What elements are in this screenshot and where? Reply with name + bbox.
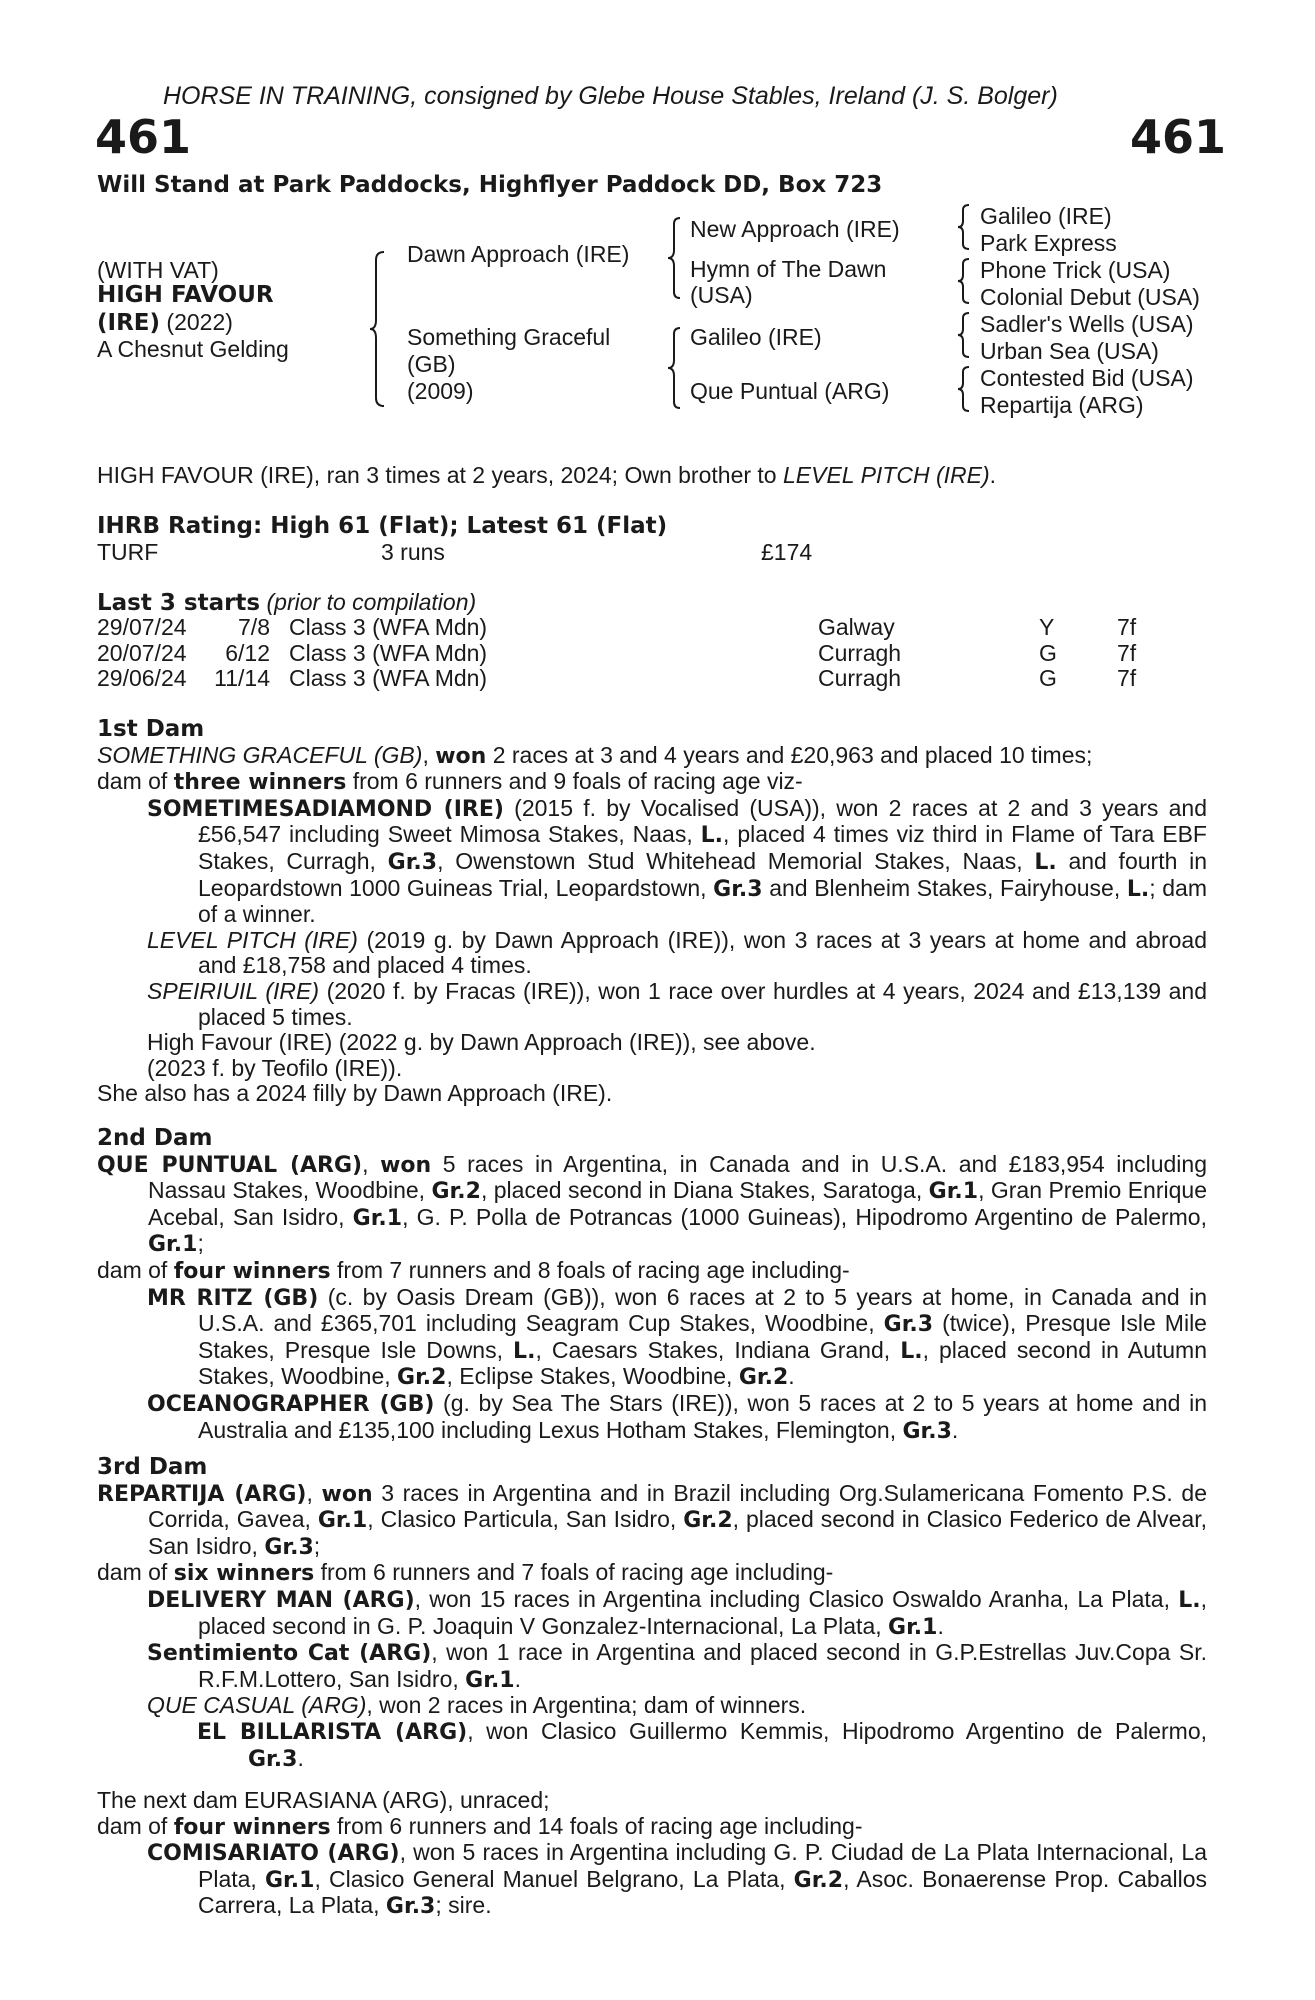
first-dam-record: SOMETHING GRACEFUL (GB), won 2 races at 3 and 4 years and £20,963 and placed 10 times; bbox=[97, 741, 1093, 769]
start-going: Y bbox=[1039, 614, 1055, 640]
horse-year: (2022) bbox=[160, 309, 233, 335]
horse-description: A Chesnut Gelding bbox=[97, 336, 289, 362]
pedigree-dam-dam: Que Puntual (ARG) bbox=[690, 378, 890, 404]
start-position: 11/14 bbox=[214, 665, 270, 691]
lot-number-right: 461 bbox=[1130, 110, 1227, 164]
start-course: Curragh bbox=[818, 640, 902, 666]
second-dam-section bbox=[97, 1125, 1207, 1444]
pedigree-dam-name: Something Graceful bbox=[407, 324, 611, 350]
second-dam-heading: 2nd Dam bbox=[97, 1125, 213, 1151]
pedigree-sire: Dawn Approach (IRE) bbox=[407, 241, 630, 267]
pedigree-dam-sire: Galileo (IRE) bbox=[690, 324, 822, 350]
rating-heading: IHRB Rating: High 61 (Flat); Latest 61 (Flat) bbox=[97, 513, 668, 539]
summary-end: . bbox=[989, 462, 997, 488]
summary-text: HIGH FAVOUR (IRE), ran 3 times at 2 years, 2024; Own brother to bbox=[97, 462, 783, 488]
pedigree-sds: Phone Trick (USA) bbox=[980, 257, 1171, 283]
rating-runs: 3 runs bbox=[381, 539, 445, 565]
second-dam-record: QUE PUNTUAL (ARG), won 5 races in Argentina, in Canada and in U.S.A. and £183,954 including Nassau Stakes, Woodbine, Gr.2, placed second in Diana Stakes, Saratoga, Gr.1, Gran Premio Enrique Acebal, San Isidro, Gr.1, G. P. Polla de Potrancas (1000 Guineas), Hipodromo Argentino de Palermo, Gr.1; bbox=[97, 1150, 1208, 1258]
third-dam-produce-summary: dam of six winners from 6 runners and 7 foals of racing age including- bbox=[97, 1559, 834, 1587]
list-item: Sentimiento Cat (ARG), won 1 race in Argentina and placed second in G.P.Estrellas Juv.Copa Sr. R.F.M.Lottero, San Isidro, Gr.1. bbox=[147, 1639, 1207, 1693]
second-dam-produce-summary: dam of four winners from 7 runners and 8 foals of racing age including- bbox=[97, 1256, 850, 1284]
first-dam-note: She also has a 2024 filly by Dawn Approach (IRE). bbox=[97, 1080, 613, 1107]
pedigree-sire-dam: Hymn of The Dawn bbox=[690, 256, 887, 282]
next-dam-section bbox=[97, 1788, 1207, 1920]
third-dam-record: REPARTIJA (ARG), won 3 races in Argentina and in Brazil including Org.Sulamericana Fomento P.S. de Corrida, Gavea, Gr.1, Clasico Particula, San Isidro, Gr.2, placed second in Clasico Federico de Alvear, San Isidro, Gr.3; bbox=[97, 1479, 1207, 1560]
start-date: 29/06/24 bbox=[97, 665, 187, 691]
pedigree-dsd: Urban Sea (USA) bbox=[980, 338, 1159, 364]
start-going: G bbox=[1039, 665, 1057, 691]
pedigree-bracket-dam bbox=[666, 326, 684, 410]
pedigree-bracket-sds bbox=[956, 257, 972, 305]
horse-country: (IRE) bbox=[97, 310, 161, 336]
list-item: COMISARIATO (ARG), won 5 races in Argentina including G. P. Ciudad de La Plata Internacional, La Plata, Gr.1, Clasico General Manuel Belgrano, La Plata, Gr.2, Asoc. Bonaerense Prop. Caballos Carrera, La Plata, Gr.3; sire. bbox=[147, 1839, 1208, 1920]
start-race: Class 3 (WFA Mdn) bbox=[289, 665, 488, 691]
first-dam-section bbox=[97, 716, 1207, 1107]
pedigree-dds: Contested Bid (USA) bbox=[980, 365, 1194, 391]
start-distance: 7f bbox=[1117, 665, 1137, 691]
start-date: 29/07/24 bbox=[97, 614, 187, 640]
third-dam-section bbox=[97, 1454, 1207, 1772]
last-starts-title: Last 3 starts bbox=[97, 590, 261, 616]
start-date: 20/07/24 bbox=[97, 640, 187, 666]
pedigree-ssd: Park Express bbox=[980, 230, 1117, 256]
list-item: LEVEL PITCH (IRE) (2019 g. by Dawn Approach (IRE)), won 3 races at 3 years at home and abroad and £18,758 and placed 4 times. bbox=[147, 926, 1207, 979]
pedigree-dam-country: (GB) bbox=[407, 351, 456, 377]
horse-name: HIGH FAVOUR bbox=[97, 282, 274, 308]
start-course: Galway bbox=[818, 614, 895, 640]
pedigree-bracket-sire bbox=[666, 216, 684, 300]
pedigree-bracket-main bbox=[368, 250, 388, 408]
summary-sibling: LEVEL PITCH (IRE) bbox=[782, 462, 990, 488]
pedigree-dss: Sadler's Wells (USA) bbox=[980, 311, 1194, 337]
start-going: G bbox=[1039, 640, 1057, 666]
list-item: EL BILLARISTA (ARG), won Clasico Guillermo Kemmis, Hipodromo Argentino de Palermo, Gr.3. bbox=[197, 1717, 1208, 1772]
pedigree-sdd: Colonial Debut (USA) bbox=[980, 284, 1200, 310]
third-dam-heading: 3rd Dam bbox=[97, 1454, 208, 1480]
next-dam-record: The next dam EURASIANA (ARG), unraced; bbox=[97, 1787, 550, 1813]
pedigree-ddd: Repartija (ARG) bbox=[980, 392, 1144, 418]
list-item: SOMETIMESADIAMOND (IRE) (2015 f. by Vocalised (USA)), won 2 races at 2 and 3 years and £56,547 including Sweet Mimosa Stakes, Naas, L., placed 4 times viz third in Flame of Tara EBF Stakes, Curragh, Gr.3, Owenstown Stud Whitehead Memorial Stakes, Naas, L. and fourth in Leopardstown 1000 Guineas Trial, Leopardstown, Gr.3 and Blenheim Stakes, Fairyhouse, L.; dam of a winner. bbox=[147, 794, 1207, 928]
lot-number-left: 461 bbox=[95, 110, 192, 164]
pedigree-bracket-sss bbox=[956, 203, 972, 251]
rating-surface: TURF bbox=[97, 539, 159, 565]
first-dam-heading: 1st Dam bbox=[97, 716, 205, 742]
pedigree-sire-dam-country: (USA) bbox=[690, 282, 753, 308]
pedigree-dam-year: (2009) bbox=[407, 378, 474, 404]
list-item: DELIVERY MAN (ARG), won 15 races in Argentina including Clasico Oswaldo Aranha, La Plata, L., placed second in G. P. Joaquin V Gonzalez-Internacional, La Plata, Gr.1. bbox=[147, 1585, 1207, 1640]
race-summary bbox=[97, 462, 996, 488]
last-starts-heading bbox=[97, 589, 476, 616]
start-position: 6/12 bbox=[225, 640, 270, 666]
pedigree-sss: Galileo (IRE) bbox=[980, 203, 1112, 229]
consignment-line: HORSE IN TRAINING, consigned by Glebe House Stables, Ireland (J. S. Bolger) bbox=[163, 82, 1058, 110]
next-dam-produce-summary: dam of four winners from 6 runners and 14 foals of racing age including- bbox=[97, 1812, 863, 1840]
start-course: Curragh bbox=[818, 665, 902, 691]
stable-location: Will Stand at Park Paddocks, Highflyer Paddock DD, Box 723 bbox=[97, 172, 883, 198]
start-position: 7/8 bbox=[238, 614, 270, 640]
pedigree-bracket-dds bbox=[956, 365, 972, 413]
rating-earnings: £174 bbox=[761, 539, 813, 565]
pedigree-sire-sire: New Approach (IRE) bbox=[690, 216, 900, 242]
list-item: High Favour (IRE) (2022 g. by Dawn Approach (IRE)), see above. bbox=[147, 1029, 816, 1056]
start-race: Class 3 (WFA Mdn) bbox=[289, 640, 488, 666]
start-race: Class 3 (WFA Mdn) bbox=[289, 614, 488, 640]
list-item: OCEANOGRAPHER (GB) (g. by Sea The Stars (IRE)), won 5 races at 2 to 5 years at home and in Australia and £135,100 including Lexus Hotham Stakes, Flemington, Gr.3. bbox=[147, 1389, 1208, 1444]
last-starts-note: (prior to compilation) bbox=[260, 589, 477, 615]
list-item: MR RITZ (GB) (c. by Oasis Dream (GB)), won 6 races at 2 to 5 years at home, in Canada and in U.S.A. and £365,701 including Seagram Cup Stakes, Woodbine, Gr.3 (twice), Presque Isle Mile Stakes, Presque Isle Downs, L., Caesars Stakes, Indiana Grand, L., placed second in Autumn Stakes, Woodbine, Gr.2, Eclipse Stakes, Woodbine, Gr.2. bbox=[147, 1283, 1208, 1391]
pedigree-bracket-dss bbox=[956, 311, 972, 359]
list-item: (2023 f. by Teofilo (IRE)). bbox=[147, 1054, 403, 1081]
list-item: SPEIRIUIL (IRE) (2020 f. by Fracas (IRE)), won 1 race over hurdles at 4 years, 2024 and £13,139 and placed 5 times. bbox=[147, 977, 1208, 1030]
start-distance: 7f bbox=[1117, 614, 1137, 640]
horse-origin-year bbox=[97, 309, 233, 336]
start-distance: 7f bbox=[1117, 640, 1137, 666]
list-item: QUE CASUAL (ARG), won 2 races in Argentina; dam of winners. bbox=[147, 1692, 807, 1719]
vat-status: (WITH VAT) bbox=[97, 257, 219, 283]
first-dam-produce-summary: dam of three winners from 6 runners and 9 foals of racing age viz- bbox=[97, 768, 803, 796]
